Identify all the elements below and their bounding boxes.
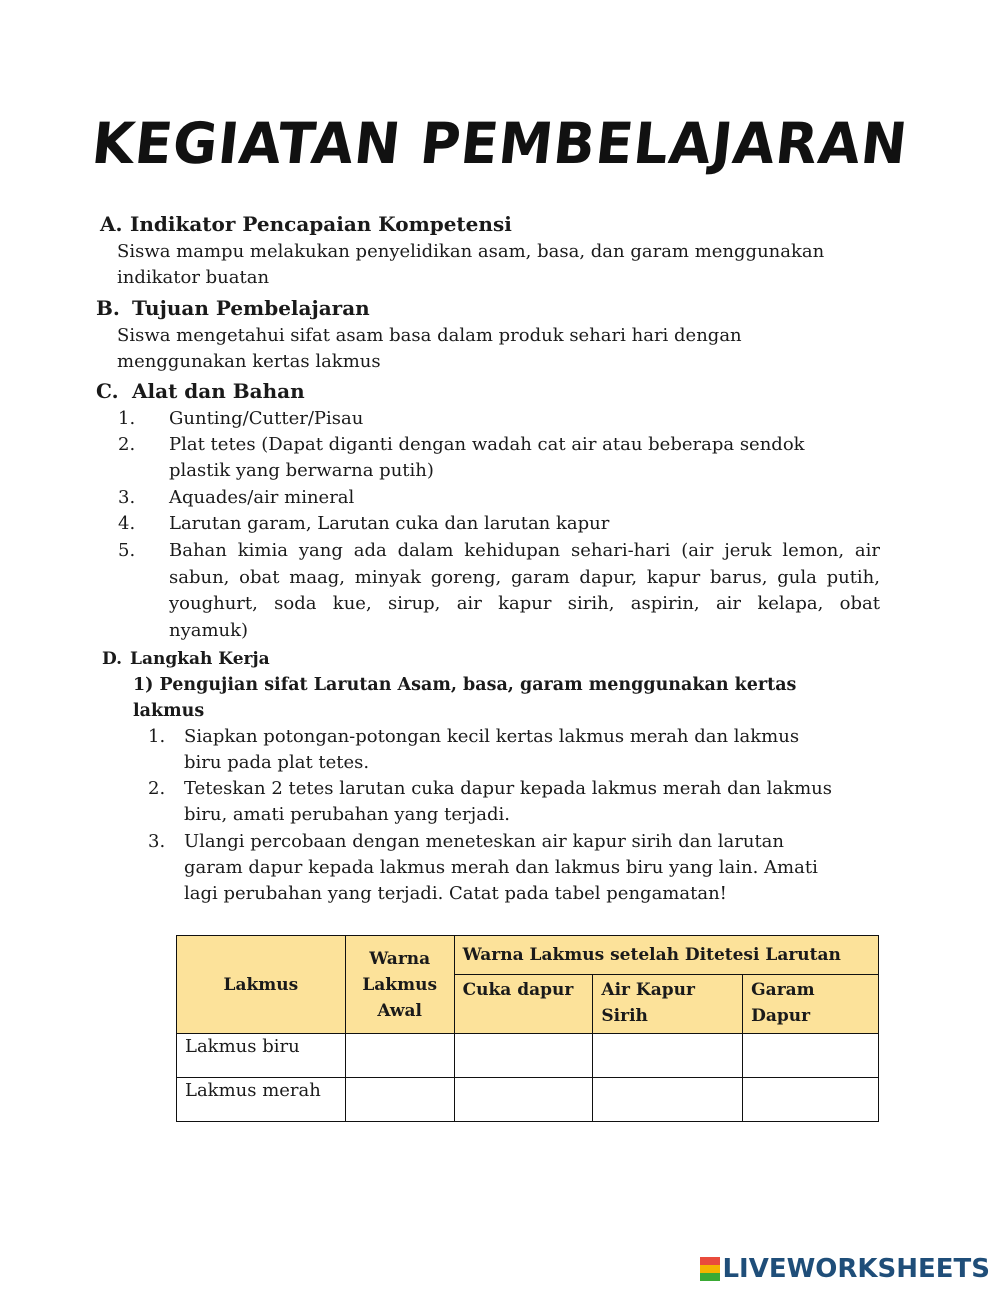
section-a-text-line2: indikator buatan <box>117 267 270 288</box>
subheading-line1: 1) Pengujian sifat Larutan Asam, basa, garam menggunakan kertas <box>133 675 797 695</box>
step-text: Siapkan potongan-potongan kecil kertas lakmus merah dan lakmus <box>184 726 800 747</box>
section-b-letter: B. <box>96 296 120 320</box>
list-item-text: nyamuk) <box>169 619 249 641</box>
header-warna-awal-line: Warna <box>369 949 431 969</box>
list-item-text: youghurt, soda kue, sirup, air kapur sirih, aspirin, air kelapa, obat <box>169 593 880 614</box>
header-cuka-dapur <box>454 975 593 1034</box>
header-warna-awal-line: Awal <box>377 1001 422 1021</box>
table-row <box>177 1078 879 1122</box>
liveworksheets-brand: LIVEWORKSHEETS <box>722 1254 990 1284</box>
section-c-letter: C. <box>96 379 119 403</box>
step-text: biru, amati perubahan yang terjadi. <box>184 804 510 825</box>
list-item-text: Plat tetes (Dapat diganti dengan wadah cat air atau beberapa sendok <box>169 434 805 455</box>
step-text: garam dapur kepada lakmus merah dan lakmus biru yang lain. Amati <box>184 857 818 878</box>
header-group-text: Warna Lakmus setelah Ditetesi Larutan <box>462 945 841 965</box>
answer-cell[interactable] <box>593 1078 743 1122</box>
answer-cell[interactable] <box>345 1034 454 1078</box>
list-item-text: Gunting/Cutter/Pisau <box>169 408 364 429</box>
section-d-letter: D. <box>102 649 123 669</box>
header-air-kapur-sirih <box>593 975 743 1034</box>
list-item-number: 4. <box>118 513 136 534</box>
list-item-number: 3. <box>118 487 136 508</box>
step-number: 3. <box>148 831 166 852</box>
step-text: Ulangi percobaan dengan meneteskan air kapur sirih dan larutan <box>184 831 785 852</box>
header-garam-line: Garam <box>751 980 815 1000</box>
section-b-text-line2: menggunakan kertas lakmus <box>117 351 381 372</box>
section-d-title: Langkah Kerja <box>130 649 270 669</box>
answer-cell[interactable] <box>743 1078 879 1122</box>
header-lakmus-text: Lakmus <box>223 974 299 995</box>
table-row <box>177 1034 879 1078</box>
list-item-number: 5. <box>118 540 136 561</box>
list-item-text: Aquades/air mineral <box>169 487 355 508</box>
section-c-title: Alat dan Bahan <box>132 379 305 403</box>
section-c-heading <box>96 378 305 404</box>
step-number: 1. <box>148 726 166 747</box>
header-garam-line: Dapur <box>751 1006 811 1026</box>
header-group <box>454 936 878 975</box>
section-b-text-line1: Siswa mengetahui sifat asam basa dalam produk sehari hari dengan <box>117 325 742 346</box>
section-b-heading <box>96 295 370 321</box>
section-b-title: Tujuan Pembelajaran <box>132 296 370 320</box>
list-item-text: plastik yang berwarna putih) <box>169 460 434 481</box>
page-title: KEGIATAN PEMBELAJARAN <box>88 110 912 177</box>
row-label: Lakmus merah <box>177 1078 346 1122</box>
header-kapur-line: Air Kapur <box>601 980 695 1000</box>
answer-cell[interactable] <box>345 1078 454 1122</box>
section-a-text-line1: Siswa mampu melakukan penyelidikan asam, basa, dan garam menggunakan <box>117 241 825 262</box>
liveworksheets-logo-icon <box>700 1257 720 1281</box>
list-item-text-block <box>169 538 880 644</box>
step-text: biru pada plat tetes. <box>184 752 370 773</box>
list-item-text: Bahan kimia yang ada dalam kehidupan sehari-hari (air jeruk lemon, air <box>169 540 880 561</box>
step-number: 2. <box>148 778 166 799</box>
list-item-text: sabun, obat maag, minyak goreng, garam dapur, kapur barus, gula putih, <box>169 566 880 588</box>
row-label: Lakmus biru <box>177 1034 346 1078</box>
section-d-heading <box>102 646 270 672</box>
list-item-text: Larutan garam, Larutan cuka dan larutan kapur <box>169 513 610 534</box>
step-text: lagi perubahan yang terjadi. Catat pada tabel pengamatan! <box>184 883 727 904</box>
header-garam-dapur <box>743 975 879 1034</box>
section-a-letter: A. <box>100 212 123 236</box>
section-a-title: Indikator Pencapaian Kompetensi <box>130 212 512 236</box>
observation-table <box>176 935 879 1122</box>
list-item-number: 2. <box>118 434 136 455</box>
list-item-number: 1. <box>118 408 136 429</box>
list-item <box>118 538 880 644</box>
section-a-heading <box>100 211 512 237</box>
header-warna-awal-line: Lakmus <box>362 975 438 995</box>
answer-cell[interactable] <box>454 1078 593 1122</box>
header-warna-awal <box>345 936 454 1034</box>
header-lakmus <box>177 936 346 1034</box>
step-text: Teteskan 2 tetes larutan cuka dapur kepada lakmus merah dan lakmus <box>184 778 832 799</box>
header-cuka-text: Cuka dapur <box>462 980 574 1000</box>
subheading-line2: lakmus <box>133 701 205 721</box>
answer-cell[interactable] <box>743 1034 879 1078</box>
answer-cell[interactable] <box>593 1034 743 1078</box>
answer-cell[interactable] <box>454 1034 593 1078</box>
header-kapur-line: Sirih <box>601 1006 648 1026</box>
